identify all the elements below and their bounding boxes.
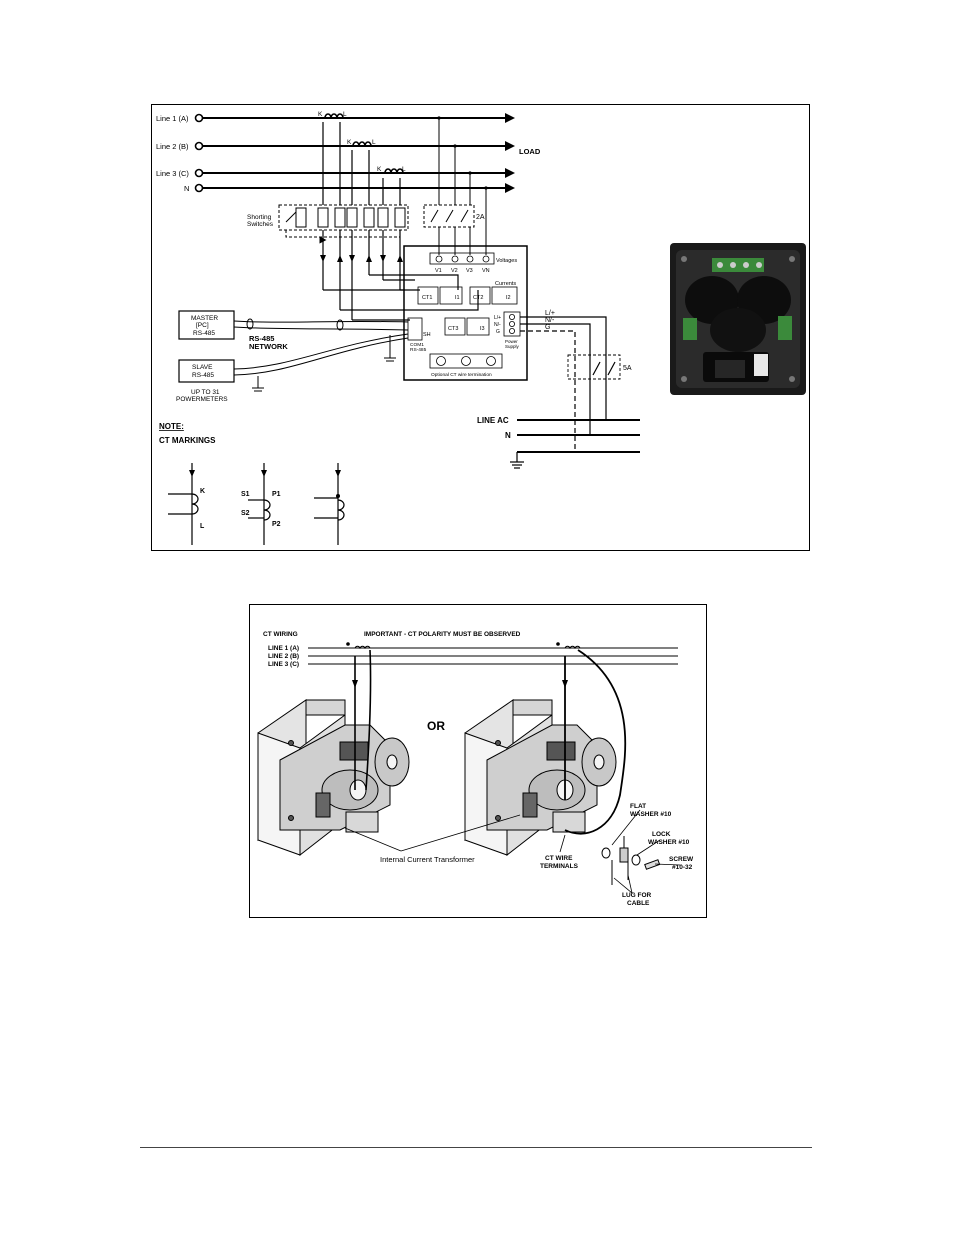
ct-wiring-title: CT WIRING [263, 631, 298, 638]
ac-neutral-label: N [505, 431, 511, 440]
line-conductors [203, 118, 505, 188]
ct1-l: L [343, 111, 347, 118]
voltages-label: Voltages [496, 258, 518, 264]
lug-2: CABLE [627, 900, 650, 907]
ct-markings-title: CT MARKINGS [159, 436, 216, 445]
mark-l: L [200, 523, 205, 530]
ct3-l: L [402, 166, 406, 173]
slave-label-1: SLAVE [192, 364, 213, 371]
vn-label: VN [482, 268, 490, 274]
load-label: LOAD [519, 147, 541, 156]
ct2-k: K [347, 139, 352, 146]
line1-terminal [196, 115, 203, 122]
line3-terminal [196, 170, 203, 177]
bottom-line1-label: LINE 1 (A) [268, 645, 300, 652]
internal-ct-label: Internal Current Transformer [380, 855, 475, 864]
rs485-port-label: RS-485 [410, 348, 427, 353]
lock-washer-2: WASHER #10 [648, 839, 690, 846]
i2-label: I2 [506, 295, 511, 301]
ct2-l: L [372, 139, 376, 146]
master-label-2: [PC] [196, 322, 209, 329]
shorting-label-1: Shorting [247, 214, 272, 221]
rs485-network-label-2: NETWORK [249, 342, 288, 351]
neutral-terminal [196, 185, 203, 192]
i3-label: I3 [480, 326, 485, 332]
mark-p2: P2 [272, 521, 281, 528]
master-label-1: MASTER [191, 315, 219, 322]
i1-label: I1 [455, 295, 460, 301]
ct3-k: K [377, 166, 382, 173]
line-cts [325, 114, 403, 173]
bottom-line2-label: LINE 2 (B) [268, 653, 300, 660]
bottom-line-conductors [308, 646, 678, 664]
ct1-k: K [318, 111, 323, 118]
supply-g-label: G [545, 324, 551, 331]
master-label-3: RS-485 [193, 330, 216, 337]
note-title: NOTE: [159, 422, 184, 431]
screw-1: SCREW [669, 856, 694, 863]
mark-k: K [200, 488, 206, 495]
lplus-label: L/+ [494, 315, 502, 321]
supply-l-label: L/+ [545, 310, 555, 317]
voltage-fuse-block [424, 118, 486, 255]
meter-rear-photo [670, 243, 806, 395]
supply-wiring [510, 317, 640, 468]
neutral-label: N [184, 184, 190, 193]
screw-2: #10-32 [672, 864, 693, 871]
or-label: OR [427, 719, 445, 733]
currents-label: Currents [495, 281, 517, 287]
v1-label: V1 [435, 268, 442, 274]
com1-label: COM1 [410, 343, 424, 348]
mark-s1: S1 [241, 491, 250, 498]
v3-label: V3 [466, 268, 473, 274]
ct-marking-symbols [168, 463, 344, 545]
sh-label: SH [423, 332, 431, 338]
ct2-label: CT2 [473, 295, 484, 301]
nminus-label: N/- [494, 322, 501, 328]
ct3-label: CT3 [448, 326, 459, 332]
lug-1: LUG FOR [622, 892, 652, 899]
supply-n-label: N/- [545, 317, 555, 324]
fuse-2a-label: 2A [476, 214, 485, 221]
g-label: G [496, 329, 500, 335]
v2-label: V2 [451, 268, 458, 274]
slave-label-2: RS-485 [192, 372, 215, 379]
upto-label-1: UP TO 31 [191, 389, 220, 396]
ct-wire-terminals-2: TERMINALS [540, 863, 578, 870]
power-label: Power [505, 339, 518, 344]
mark-p1: P1 [272, 491, 281, 498]
lock-washer-1: LOCK [652, 831, 671, 838]
rs485-network [179, 311, 408, 391]
ct-wire-terminals-1: CT WIRE [545, 855, 573, 862]
flat-washer-1: FLAT [630, 803, 647, 810]
rs485-network-label-1: RS-485 [249, 334, 275, 343]
fuse-5a-label: 5A [623, 365, 632, 372]
optional-ct-label: Optional CT wire termination [431, 373, 492, 378]
mark-s2: S2 [241, 510, 250, 517]
shorting-switch-block [279, 205, 408, 237]
line1-label: Line 1 (A) [156, 114, 189, 123]
line2-terminal [196, 143, 203, 150]
flat-washer-2: WASHER #10 [630, 811, 672, 818]
line2-label: Line 2 (B) [156, 142, 189, 151]
upto-label-2: POWERMETERS [176, 396, 228, 403]
line3-label: Line 3 (C) [156, 169, 189, 178]
ct1-label: CT1 [422, 295, 433, 301]
shorting-label-2: Switches [247, 221, 274, 228]
line-ac-label: LINE AC [477, 416, 509, 425]
meter-drawing-left [258, 700, 409, 855]
bottom-line3-label: LINE 3 (C) [268, 661, 300, 668]
supply-label: Supply [505, 344, 519, 349]
polarity-note: IMPORTANT - CT POLARITY MUST BE OBSERVED [364, 631, 521, 638]
